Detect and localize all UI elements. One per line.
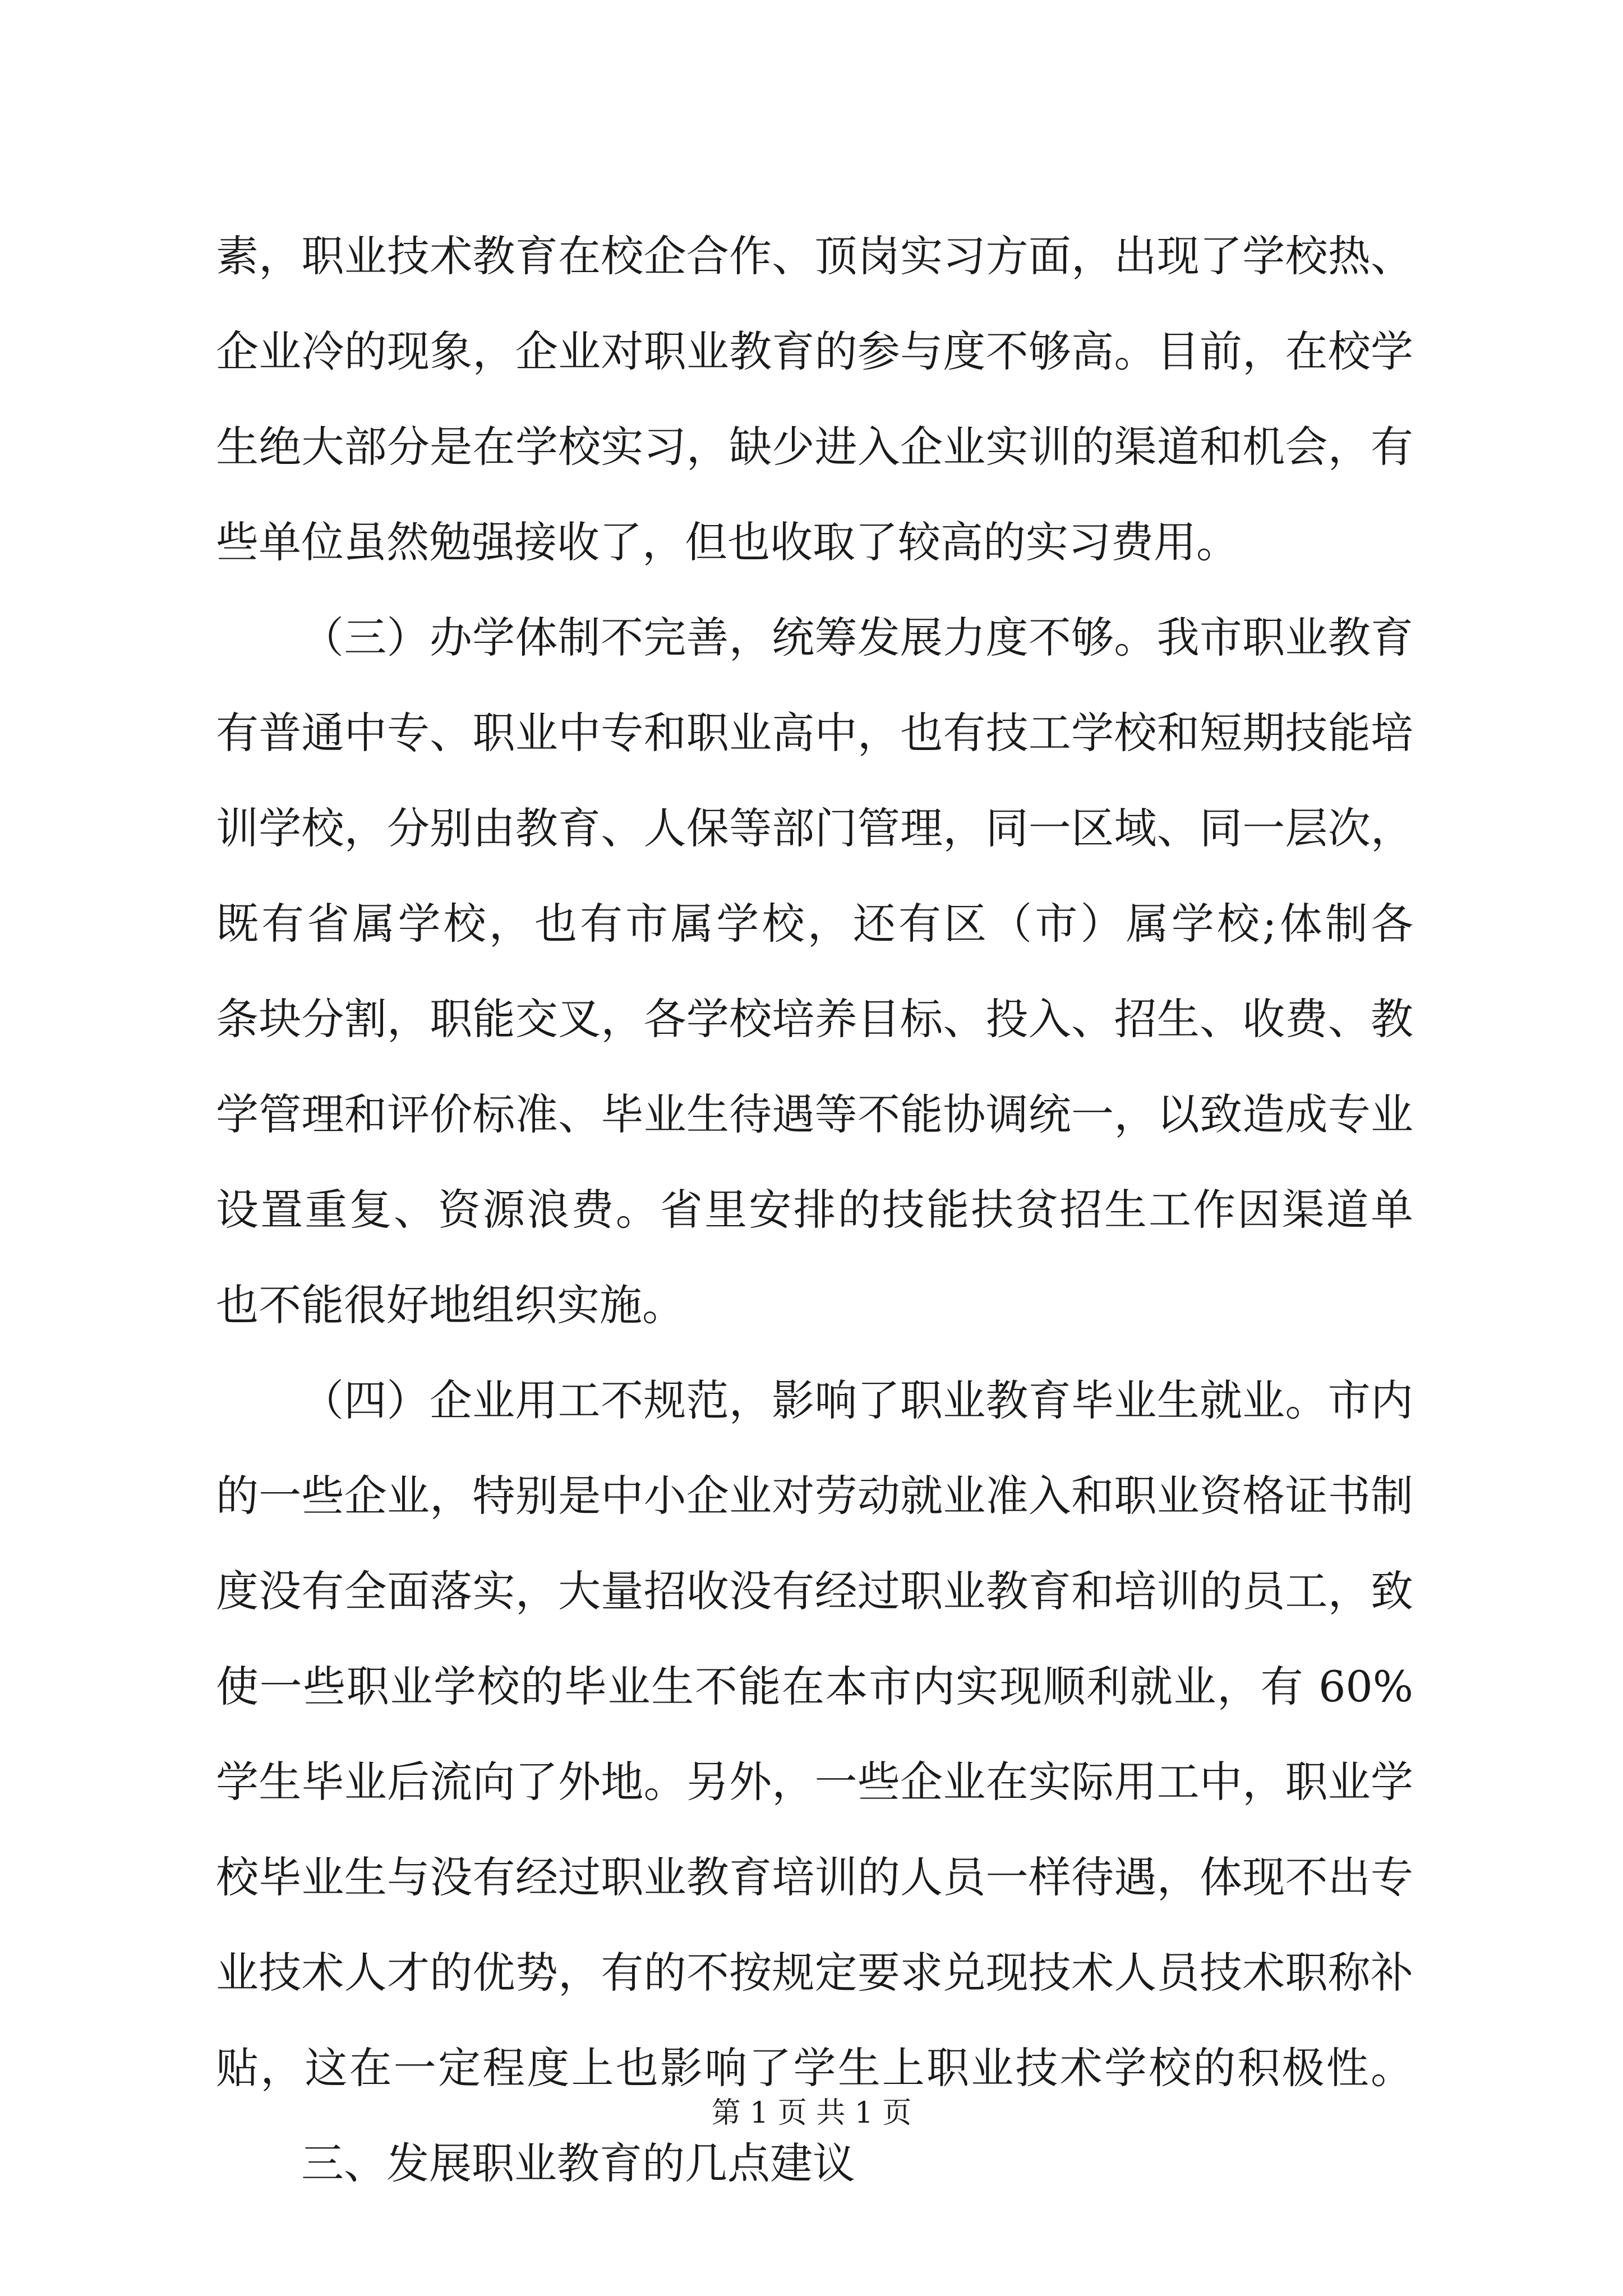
text-line: 企业冷的现象，企业对职业教育的参与度不够高。目前，在校学 <box>216 326 1413 376</box>
text-line: 有普通中专、职业中专和职业高中，也有技工学校和短期技能培 <box>216 708 1413 758</box>
text-line: 贴，这在一定程度上也影响了学生上职业技术学校的积极性。 <box>216 2043 1413 2093</box>
text-line: 学管理和评价标准、毕业生待遇等不能协调统一，以致造成专业 <box>216 1089 1413 1139</box>
text-line: 使一些职业学校的毕业生不能在本市内实现顺利就业，有 60% <box>216 1662 1413 1711</box>
text-line: 素，职业技术教育在校企合作、顶岗实习方面，出现了学校热、 <box>216 231 1413 281</box>
text-line: 也不能很好地组织实施。 <box>216 1280 685 1330</box>
text-line: 学生毕业后流向了外地。另外，一些企业在实际用工中，职业学 <box>216 1757 1413 1807</box>
text-line: 度没有全面落实，大量招收没有经过职业教育和培训的员工，致 <box>216 1566 1413 1616</box>
text-line: 条块分割，职能交叉，各学校培养目标、投入、招生、收费、教 <box>216 994 1413 1044</box>
text-line: 三、发展职业教育的几点建议 <box>301 2138 855 2188</box>
document-body <box>216 209 1413 2211</box>
text-line: （三）办学体制不完善，统筹发展力度不够。我市职业教育 <box>301 613 1413 662</box>
text-line: 生绝大部分是在学校实习，缺少进入企业实训的渠道和机会，有 <box>216 422 1413 472</box>
text-line: 既有省属学校，也有市属学校，还有区（市）属学校;体制各 <box>216 899 1413 949</box>
text-line: 训学校，分别由教育、人保等部门管理，同一区域、同一层次， <box>216 803 1413 853</box>
text-line: 业技术人才的优势，有的不按规定要求兑现技术人员技术职称补 <box>216 1948 1413 1998</box>
text-line: 校毕业生与没有经过职业教育培训的人员一样待遇，体现不出专 <box>216 1852 1413 1902</box>
page-footer: 第 1 页 共 1 页 <box>711 2096 912 2130</box>
text-line: 的一些企业，特别是中小企业对劳动就业准入和职业资格证书制 <box>216 1471 1413 1521</box>
text-line: 设置重复、资源浪费。省里安排的技能扶贫招生工作因渠道单 <box>216 1185 1413 1235</box>
text-line: 些单位虽然勉强接收了，但也收取了较高的实习费用。 <box>216 517 1239 567</box>
text-line: （四）企业用工不规范，影响了职业教育毕业生就业。市内 <box>301 1375 1413 1425</box>
